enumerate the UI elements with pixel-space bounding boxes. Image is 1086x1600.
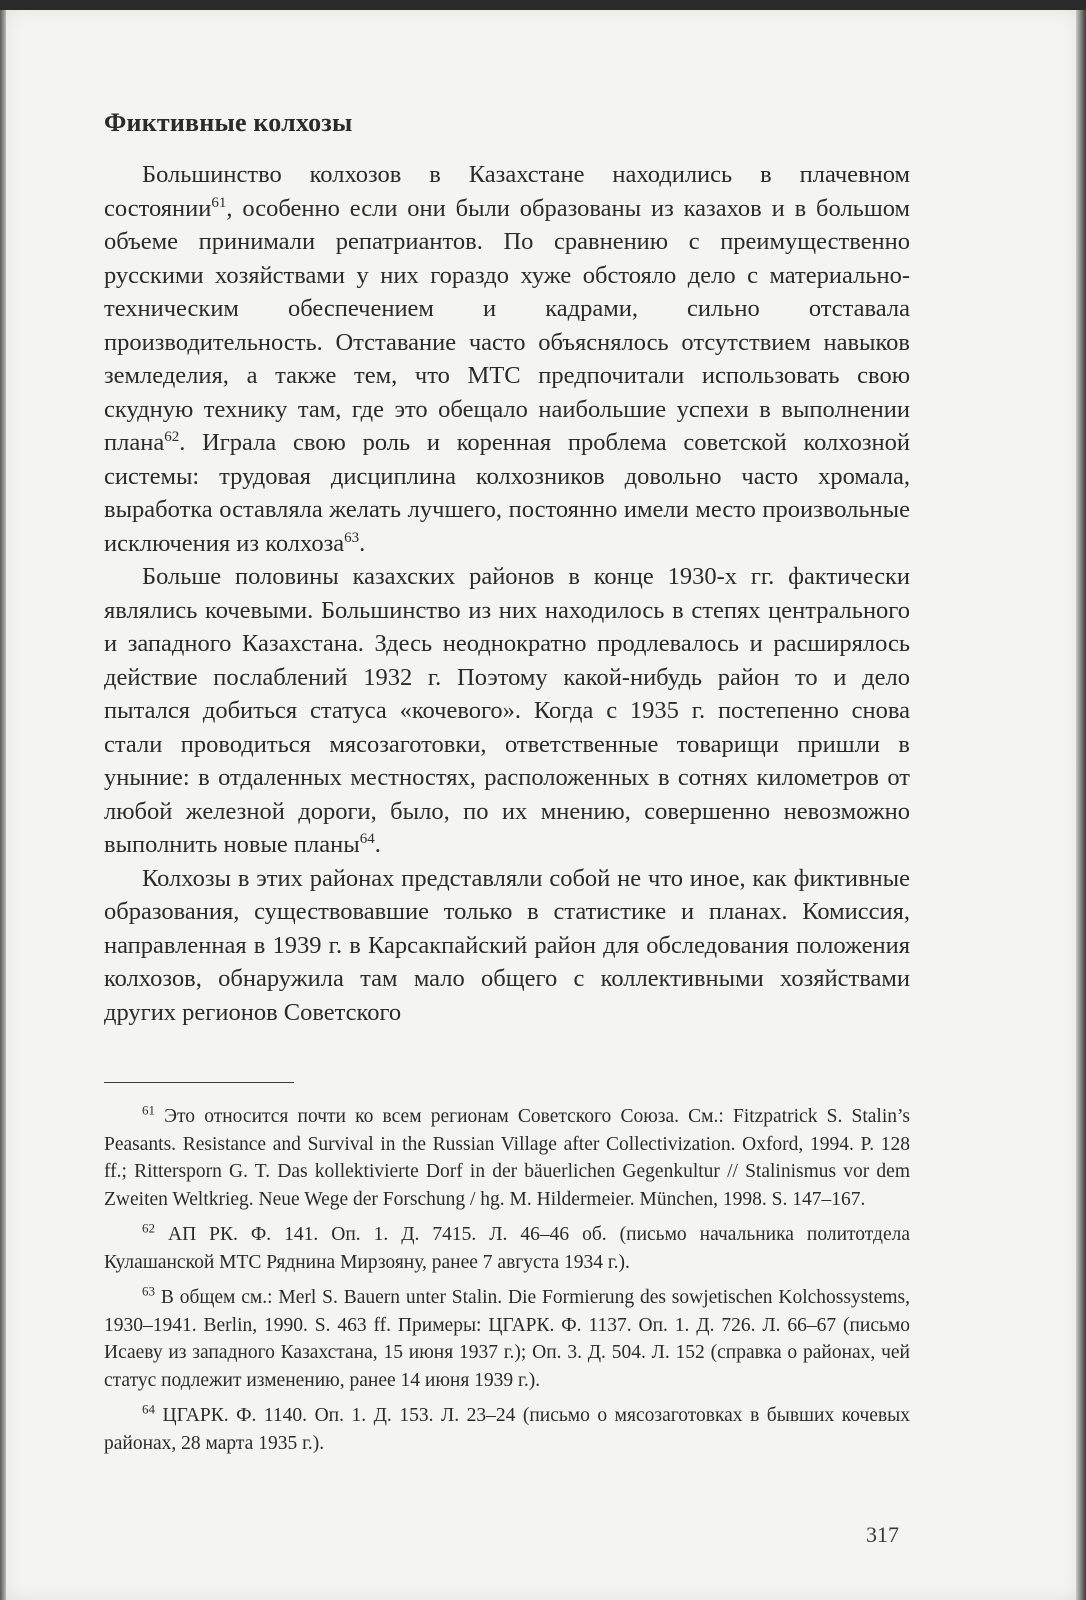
footnote-64 [104,1402,910,1457]
paragraph-1 [104,158,910,560]
footnote-ref[interactable]: 64 [359,830,375,847]
paragraph-text: . [359,529,366,557]
paragraph-text: Больше половины казахских районов в конце 1930-х гг. фактически являлись кочевыми. Большинство из них находилось в степях центрального и западного Казахстана. Здесь неоднократно продлевалось и расширялось действие послаблений 1932 г. Поэтому какой-нибудь район то и дело пытался добиться статуса «кочевого». Когда с 1935 г. постепенно снова стали проводиться мясозаготовки, ответственные товарищи пришли в уныние: в отдаленных местностях, расположенных в сотнях километров от любой железной дороги, было, по их мнению, совершенно невозможно выполнить новые планы [104,563,910,858]
section-heading: Фиктивные колхозы [104,108,353,137]
footnote-ref[interactable]: 61 [211,194,227,211]
footnote-number: 62 [142,1220,155,1236]
footnote-number: 64 [142,1401,155,1417]
paragraph-2 [104,560,910,862]
footnote-separator [104,1082,294,1083]
footnote-number: 61 [142,1102,155,1118]
paragraph-text: . [374,831,381,858]
paragraph-text: Большинство колхозов в Казахстане находились в плачевном состоянии [104,161,910,222]
paragraph-text: . Играла свою роль и коренная проблема советской колхозной системы: трудовая дисциплина колхозников довольно часто хромала, выработка оставляла желать лучшего, постоянно имели место произвольные исключения из колхоза [104,429,910,557]
footnote-text: Это относится почти ко всем регионам Советского Союза. См.: Fitzpatrick S. Stalin’s Peasants. Resistance and Survival in the Russian Village after Collectivization. Oxford, 1994. P. 128 ff.; Rittersporn G. T. Das kollektivierte Dorf in der bäuerlichen Gegenkultur // Stalinismus vor dem Zweiten Weltkrieg. Neue Wege der Forschung / hg. M. Hildermeier. München, 1998. S. 147–167. [104,1106,911,1210]
footnote-63 [104,1284,910,1394]
footnote-text: ЦГАРК. Ф. 1140. Оп. 1. Д. 153. Л. 23–24 (письмо о мясозаготовках в бывших кочевых районах, 28 марта 1935 г.). [104,1405,911,1454]
paragraph-3 [104,862,910,1030]
footnote-62 [104,1221,910,1276]
footnote-text: АП РК. Ф. 141. Оп. 1. Д. 7415. Л. 46–46 об. (письмо начальника политотдела Кулашанской МТС Ряднина Мирзояну, ранее 7 августа 1934 г.). [104,1224,911,1273]
footnote-number: 63 [142,1283,155,1299]
page-content [104,108,910,1465]
page-number: 317 [866,1522,899,1547]
page-right-edge [1076,10,1086,1600]
footnote-61 [104,1103,910,1213]
footnote-ref[interactable]: 62 [164,428,180,445]
paragraph-text: , особенно если они были образованы из казахов и в большом объеме принимали репатриантов. По сравнению с преимущественно русскими хозяйствами у них гораздо хуже обстояло дело с материально-техническим обеспечением и кадрами, сильно отставала производительность. Отставание часто объяснялось отсутствием навыков земледелия, а также тем, что МТС предпочитали использовать свою скудную технику там, где это обещало наибольшие успехи в выполнении плана [104,194,910,456]
paragraph-text: Колхозы в этих районах представляли собой не что иное, как фиктивные образования, существовавшие только в статистике и планах. Комиссия, направленная в 1939 г. в Карсакпайский район для обследования положения колхозов, обнаружила там мало общего с коллективными хозяйствами других регионов Советского [104,864,910,1026]
footnote-text: В общем см.: Merl S. Bauern unter Stalin. Die Formierung des sowjetischen Kolchossystems, 1930–1941. Berlin, 1990. S. 463 ff. Примеры: ЦГАРК. Ф. 1137. Оп. 1. Д. 726. Л. 66–67 (письмо Исаеву из западного Казахстана, 15 июня 1937 г.); Оп. 3. Д. 504. Л. 152 (справка о районах, чей статус подлежит изменению, ранее 14 июня 1939 г.). [104,1287,911,1391]
footnote-ref[interactable]: 63 [344,529,360,546]
